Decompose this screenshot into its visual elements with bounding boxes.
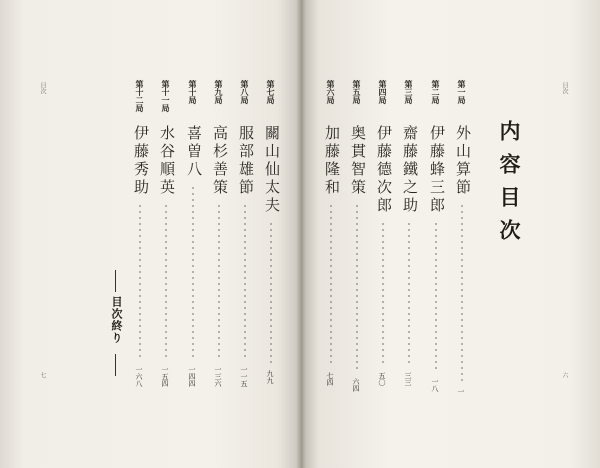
toc-entry — [453, 80, 473, 410]
toc-entry-page: 五〇 — [378, 372, 386, 386]
folio-right: 六 — [561, 372, 568, 378]
folio-left: 七 — [39, 372, 46, 378]
toc-entry-title: 齋藤鐵之助 — [401, 125, 419, 215]
toc-entry-title: 奥貫智策 — [349, 125, 367, 197]
toc-leader-dots — [139, 203, 141, 360]
toc-leader-dots — [408, 221, 410, 366]
toc-entry-title: 外山算節 — [454, 125, 472, 197]
toc-leader-dots — [461, 203, 463, 382]
toc-entry-number: 第七局 — [266, 80, 275, 104]
toc-entry-title: 伊藤德次郎 — [375, 125, 393, 215]
toc-entry-number: 第三局 — [404, 80, 413, 104]
toc-entry-title: 服部雄節 — [237, 125, 255, 197]
toc-entry — [400, 80, 420, 410]
end-mark-rule-bottom — [115, 354, 116, 376]
toc-entry-title: 高杉善策 — [211, 125, 229, 197]
toc-entry — [131, 80, 151, 410]
toc-entry-page: 一三六 — [214, 366, 222, 387]
right-page — [301, 0, 600, 468]
toc-leader-dots — [435, 221, 437, 372]
running-head-left: 目次 — [39, 82, 46, 94]
toc-entry-page: 一 — [457, 388, 465, 395]
toc-entry — [236, 80, 256, 410]
toc-entry-number: 第六局 — [326, 80, 335, 104]
toc-entry — [210, 80, 230, 410]
toc-entry-title: 加藤隆和 — [323, 125, 341, 197]
toc-entry-number: 第十二局 — [135, 80, 144, 112]
toc-entry — [157, 80, 177, 410]
toc-entry — [322, 80, 342, 410]
toc-entry-page: 一一五 — [240, 366, 248, 387]
toc-leader-dots — [192, 185, 194, 360]
toc-leader-dots — [382, 221, 384, 366]
gutter-shadow — [296, 0, 306, 468]
toc-leader-dots — [165, 203, 167, 360]
toc-entry-number: 第五局 — [352, 80, 361, 104]
toc-entry-page: 一八 — [431, 378, 439, 392]
toc-entry-title: 關山仙太夫 — [263, 125, 281, 215]
toc-entry-page: 九九 — [266, 370, 274, 384]
running-head-right: 目次 — [561, 82, 568, 94]
toc-entry-number: 第十局 — [188, 80, 197, 104]
toc-entry — [374, 80, 394, 410]
toc-entry — [262, 80, 282, 410]
toc-entry-title: 伊藤蜂三郎 — [428, 125, 446, 215]
toc-leader-dots — [356, 203, 358, 372]
toc-leader-dots — [330, 203, 332, 366]
toc-entry-number: 第八局 — [240, 80, 249, 104]
toc-entry-page: 六四 — [352, 378, 360, 392]
toc-entry-page: 一六八 — [135, 366, 143, 387]
toc-entry — [348, 80, 368, 410]
toc-entry-number: 第十一局 — [161, 80, 170, 112]
toc-entry — [427, 80, 447, 410]
toc-leader-dots — [244, 203, 246, 360]
toc-entry-title: 伊藤秀助 — [132, 125, 150, 197]
end-mark-text: 目次終り — [110, 296, 123, 344]
toc-entry-title: 水谷順英 — [158, 125, 176, 197]
toc-entry-page: 七四 — [326, 372, 334, 386]
toc-entry-title: 喜曽八 — [185, 125, 203, 179]
toc-entry-number: 第一局 — [457, 80, 466, 104]
end-mark-rule-top — [115, 270, 116, 292]
toc-entry-number: 第九局 — [214, 80, 223, 104]
toc-entry-number: 第二局 — [431, 80, 440, 104]
toc-entry-page: 三三 — [404, 372, 412, 386]
toc-heading: 内容目次 — [497, 120, 522, 252]
toc-entry — [184, 80, 204, 410]
toc-leader-dots — [270, 221, 272, 364]
toc-leader-dots — [218, 203, 220, 360]
toc-entry-number: 第四局 — [378, 80, 387, 104]
toc-end-mark — [108, 270, 124, 370]
toc-entry-page: 一五四 — [161, 366, 169, 387]
toc-entry-page: 一四四 — [188, 366, 196, 387]
